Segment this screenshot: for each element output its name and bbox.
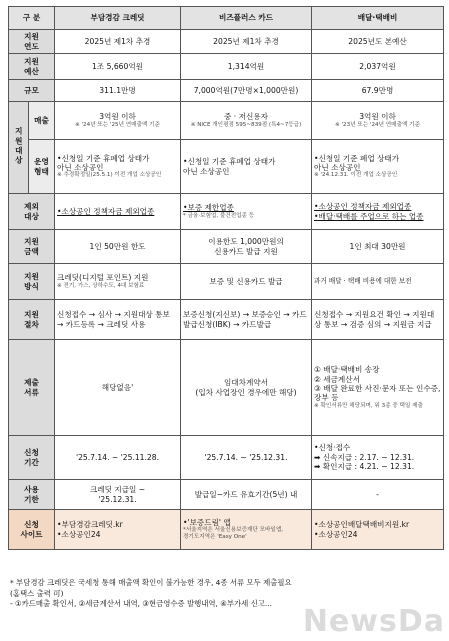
support-comparison-table [8, 6, 444, 550]
row-label: 신청 사이트 [9, 510, 55, 550]
cell-note: ※ NICE 개인평점 595~839점 (특4~7등급) [190, 121, 302, 128]
footnote-line: - ①카드매출 확인서, ②세금계산서 내역, ③현금영수증 발행내역, ④부가세 신고... [10, 599, 272, 609]
row-label: 지원 예산 [9, 54, 55, 80]
cell-main: 3억원 이하 [99, 112, 136, 122]
row-scale [9, 80, 444, 102]
period-confirm: ➡ 확인지급 : 4.21. ~ 12.31. [314, 462, 415, 472]
cell-main: 3억원 이하 [359, 112, 396, 122]
header-delivery-fee: 배달·택배비 [312, 7, 444, 30]
row-label: 지원 금액 [9, 230, 55, 264]
cell [55, 264, 181, 300]
row-target-sales [9, 102, 444, 140]
row-label-target [9, 102, 29, 194]
cell [312, 340, 444, 436]
footnote-line: * 부담경감 크레딧은 국세청 통해 매출액 확인이 불가능한 경우, 4종 서류 모두 제출필요 [10, 578, 292, 587]
row-label: 제외 대상 [9, 194, 55, 230]
cell: 보증 및 신용카드 발급 [181, 264, 312, 300]
cell: 신청접수 → 지원요건 확인 → 지원대상 통보 → 검증 심의 → 지원금 지급 [312, 300, 444, 340]
cell-note: ※ 전기, 가스, 상하수도, 4대 보험료 [57, 282, 145, 289]
sub-label: 매출 [29, 102, 55, 140]
cell: 해당없음' [55, 340, 181, 436]
cell: 이용한도 1,000만원의 신용카드 발급 지원 [181, 230, 312, 264]
cell: 2025년 제1차 추경 [55, 30, 181, 54]
cell: 2,037억원 [312, 54, 444, 80]
row-exclusion [9, 194, 444, 230]
cell-main: •신청일 기준 휴폐업 상태가 아닌 소상공인 [57, 153, 150, 172]
footnote-line: (홈택스 출력 可) [10, 588, 64, 598]
cell: •소상공인 정책자금 제외업종 •배달·택배를 주업으로 하는 업종 [312, 194, 444, 230]
row-site [9, 510, 444, 550]
row-target-status [9, 140, 444, 194]
cell [312, 436, 444, 480]
newsda-watermark: NewsDa [302, 604, 445, 639]
row-docs [9, 340, 444, 436]
cell-note: ※ '24.12.31. 이전 개업 소상공인 [314, 172, 398, 179]
target-label: 지원대상 [14, 127, 24, 166]
cell: 신청접수 → 심사 → 지원대상 통보 → 카드등록 → 크레딧 사용 [55, 300, 181, 340]
row-process [9, 300, 444, 340]
header-bizplus-card: 비즈플러스 카드 [181, 7, 312, 30]
row-label: 규모 [9, 80, 55, 102]
row-label: 지원 방식 [9, 264, 55, 300]
doc-item: ② 세금계산서 [314, 374, 360, 384]
cell [55, 140, 181, 194]
cell: 과거 배달 · 택배 비용에 대한 보전 [312, 264, 444, 300]
doc-item: ③ 배달 완료한 사진·문자 또는 인수증, 장부 등 [314, 384, 441, 403]
cell [312, 140, 444, 194]
cell-main: 크레딧(디지털 포인트) 지원 [57, 273, 149, 283]
cell-note: ※ '24년 또는 '25년 연매출액 기준 [75, 121, 160, 128]
row-label: 사용 기한 [9, 480, 55, 510]
header-burden-credit: 부담경감 크레딧 [55, 7, 181, 30]
cell: '25.7.14. ~ '25.11.28. [55, 436, 181, 480]
cell [55, 102, 181, 140]
cell [181, 102, 312, 140]
row-year [9, 30, 444, 54]
cell-note: *서울지역은 서울신용보증재단 모바일앱, 경기도지역은 'Easy One' [183, 527, 284, 541]
cell: - [312, 480, 444, 510]
cell [181, 194, 312, 230]
cell: •소상공인 정책자금 제외업종 [55, 194, 181, 230]
row-amount [9, 230, 444, 264]
table-header-row [9, 7, 444, 30]
cell: 크레딧 지급일 ~ '25.12.31. [55, 480, 181, 510]
row-label: 제출 서류 [9, 340, 55, 436]
cell: 2025년도 본예산 [312, 30, 444, 54]
cell-note: ※ 추경확정일(25.5.1) 이전 개업 소상공인 [57, 172, 162, 179]
cell: 311.1만명 [55, 80, 181, 102]
row-method [9, 264, 444, 300]
cell-note: * 금융·보험업, 불건전업종 등 [183, 212, 255, 219]
cell: 1인 50만원 한도 [55, 230, 181, 264]
cell: •신청일 기준 휴폐업 상태가 아닌 소상공인 [181, 140, 312, 194]
cell-main: •'보증드림' 앱 [183, 517, 231, 527]
cell: 7,000억원(7만명×1,000만원) [181, 80, 312, 102]
cell: 1인 최대 30만원 [312, 230, 444, 264]
cell: •부담경감크레딧.kr •소상공인24 [55, 510, 181, 550]
period-fast: ➡ 신속지급 : 2.17. ~ 12.31. [314, 452, 415, 462]
row-label: 지원 절차 [9, 300, 55, 340]
row-label: 신청 기간 [9, 436, 55, 480]
cell: 1조 5,660억원 [55, 54, 181, 80]
cell: 2025년 제1차 추경 [181, 30, 312, 54]
cell: '25.7.14. ~ '25.12.31. [181, 436, 312, 480]
row-budget [9, 54, 444, 80]
cell: 1,314억원 [181, 54, 312, 80]
cell-main: 중 · 저신용자 [224, 112, 268, 122]
row-period [9, 436, 444, 480]
doc-item: ① 배달·택배비 송장 [314, 365, 380, 375]
cell-note: ※ 확인서류만 해당되며, 위 3종 중 택일 제출 [314, 402, 423, 409]
cell-main: •신청일 기준 폐업 상태가 아닌 소상공인 [314, 153, 400, 172]
header-category: 구 분 [9, 7, 55, 30]
period-head: •신청·접수 [314, 443, 351, 453]
row-label: 지원 연도 [9, 30, 55, 54]
cell: 보증신청(지신보) → 보증승인 → 카드발급신청(IBK) → 카드발급 [181, 300, 312, 340]
cell-main: •보증 제한업종 [183, 203, 234, 213]
cell: 발급일~카드 유효기간(5년) 내 [181, 480, 312, 510]
row-use [9, 480, 444, 510]
cell [312, 102, 444, 140]
cell [181, 510, 312, 550]
sub-label: 운영 형태 [29, 140, 55, 194]
cell: 67.9만명 [312, 80, 444, 102]
cell: •소상공인배달택배비지원.kr •소상공인24 [312, 510, 444, 550]
cell-note: ※ '23년 또는 '24년 연매출액 기준 [335, 121, 420, 128]
cell: 임대차계약서 (입차 사업장인 경우에만 해당) [181, 340, 312, 436]
